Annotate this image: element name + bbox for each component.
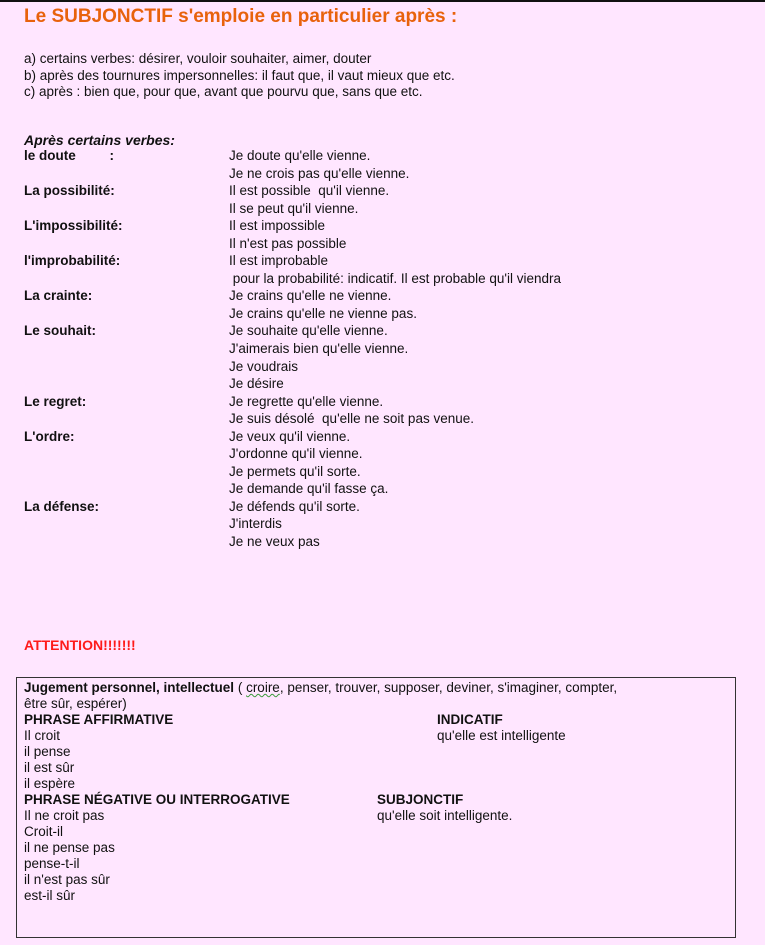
subjonctif-label: SUBJONCTIF: [377, 792, 464, 807]
verb-category-label: La défense:: [24, 498, 100, 514]
affirmative-label: PHRASE AFFIRMATIVE: [24, 712, 174, 727]
verb-example: Je ne crois pas qu'elle vienne.: [229, 165, 410, 181]
affirmative-item: il espère: [24, 776, 76, 791]
verb-example: Il est possible qu'il vienne.: [229, 183, 390, 199]
negative-item: Il ne croit pas: [24, 808, 105, 823]
verb-example: Je permets qu'il sorte.: [229, 463, 361, 479]
verb-example: Je regrette qu'elle vienne.: [229, 393, 384, 409]
negative-item: il ne pense pas: [24, 840, 115, 855]
negative-label: PHRASE NÉGATIVE OU INTERROGATIVE: [24, 792, 290, 807]
negative-item: est-il sûr: [24, 888, 76, 903]
indicatif-result: qu'elle est intelligente: [437, 728, 566, 743]
negative-item: il n'est pas sûr: [24, 872, 110, 887]
verb-example: Je crains qu'elle ne vienne.: [229, 288, 392, 304]
verb-example: J'aimerais bien qu'elle vienne.: [229, 341, 409, 357]
page-top-border: [0, 0, 765, 2]
verb-example: Il est impossible: [229, 218, 326, 234]
verb-example: Je ne veux pas: [229, 534, 320, 550]
verb-example: Je veux qu'il vienne.: [229, 428, 351, 444]
verb-category-label: Le souhait:: [24, 323, 97, 339]
affirmative-item: il est sûr: [24, 760, 75, 775]
verb-example: J'ordonne qu'il vienne.: [229, 446, 363, 462]
intro-list: [24, 51, 455, 101]
box-heading-spellcheck-word: croire: [246, 680, 280, 695]
attention-heading: ATTENTION!!!!!!!: [24, 637, 136, 653]
verb-example: Je demande qu'il fasse ça.: [229, 481, 389, 497]
intro-item: c) après : bien que, pour que, avant que pourvu que, sans que etc.: [24, 84, 423, 99]
box-heading-paren: (: [234, 680, 247, 695]
judgement-box: [16, 677, 736, 938]
page-title: Le SUBJONCTIF s'emploie en particulier après :: [24, 6, 458, 27]
verb-category-label: Le regret:: [24, 393, 87, 409]
affirmative-item: il pense: [24, 744, 71, 759]
subjonctif-result: qu'elle soit intelligente.: [377, 808, 513, 823]
verb-example: pour la probabilité: indicatif. Il est probable qu'il viendra: [229, 270, 562, 286]
verb-category-label: l'improbabilité:: [24, 253, 121, 269]
verb-example: Je souhaite qu'elle vienne.: [229, 323, 388, 339]
box-heading-rest: , penser, trouver, supposer, deviner, s'imaginer, compter,: [279, 680, 618, 695]
affirmative-item: Il croit: [24, 728, 61, 743]
verb-example: Je désire: [229, 376, 284, 392]
negative-item: Croit-il: [24, 824, 63, 839]
verb-example: J'interdis: [229, 516, 282, 532]
verb-category-label: le doute :: [24, 148, 115, 163]
box-heading: [24, 680, 617, 696]
verb-example: Il n'est pas possible: [229, 235, 347, 251]
verb-example: Je doute qu'elle vienne.: [229, 148, 371, 163]
box-heading-line2: être sûr, espérer): [24, 696, 127, 711]
verb-example: Je voudrais: [229, 358, 299, 374]
intro-item: a) certains verbes: désirer, vouloir souhaiter, aimer, douter: [24, 51, 372, 66]
verb-example: Il se peut qu'il vienne.: [229, 200, 359, 216]
verb-category-label: L'impossibilité:: [24, 218, 123, 234]
verb-example: Je défends qu'il sorte.: [229, 498, 360, 514]
box-heading-bold: Jugement personnel, intellectuel: [24, 680, 235, 695]
verb-category-label: La possibilité:: [24, 183, 115, 199]
verb-example: Je suis désolé qu'elle ne soit pas venue.: [229, 411, 474, 427]
verb-example: Je crains qu'elle ne vienne pas.: [229, 305, 417, 321]
section-heading: Après certains verbes:: [24, 132, 175, 148]
indicatif-label: INDICATIF: [437, 712, 503, 727]
verb-category-label: L'ordre:: [24, 428, 75, 444]
verb-category-label: La crainte:: [24, 288, 93, 304]
verb-example: Il est improbable: [229, 253, 329, 269]
negative-item: pense-t-il: [24, 856, 80, 871]
intro-item: b) après des tournures impersonnelles: il faut que, il vaut mieux que etc.: [24, 67, 455, 83]
